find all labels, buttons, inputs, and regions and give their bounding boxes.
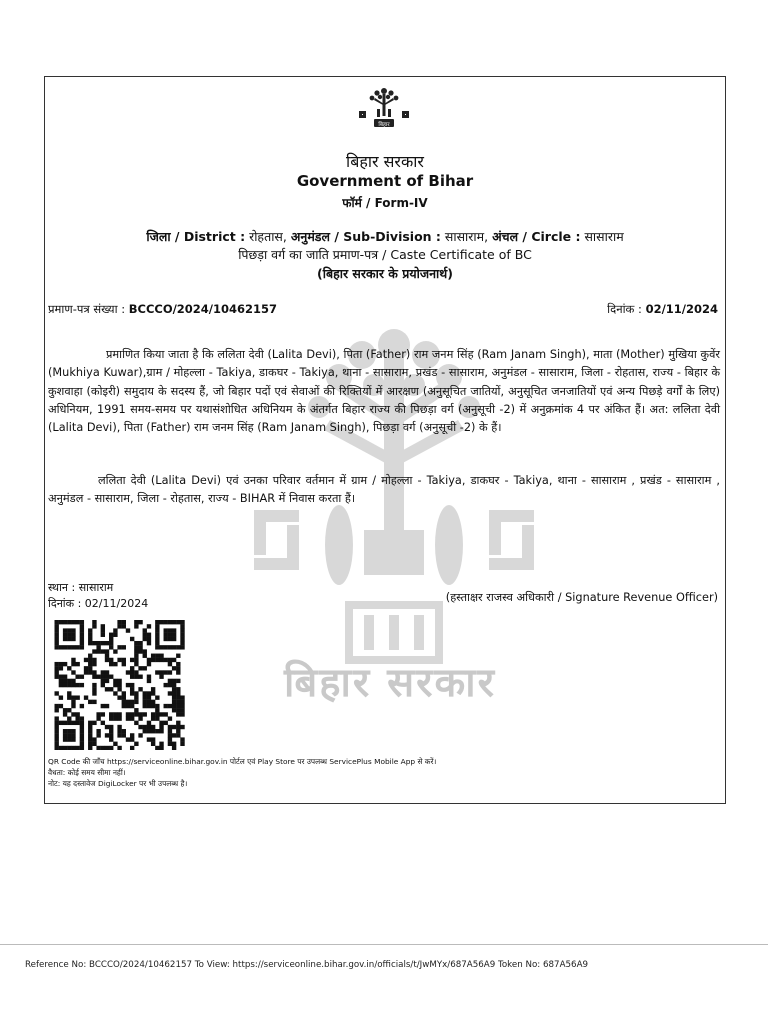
footer-divider — [0, 944, 768, 945]
circle-label: अंचल / Circle : — [492, 229, 581, 244]
emblem-label: बिहार — [378, 122, 390, 128]
certificate-paragraph-2: ललिता देवी (Lalita Devi) एवं उनका परिवार वर्तमान में ग्राम / मोहल्ला - Takiya, डाकघर - Takiya, थाना - सासाराम , प्रखंड - सासाराम , अनुमंडल - सासाराम, जिला - रोहतास, राज्य - BIHAR में निवास करता हैं। — [48, 474, 720, 506]
govt-title-hindi: बिहार सरकार — [346, 152, 424, 171]
certificate-number-label: प्रमाण-पत्र संख्या : — [48, 302, 126, 316]
certificate-number-value: BCCCO/2024/10462157 — [128, 302, 278, 316]
subdivision-value: सासाराम, — [444, 229, 489, 244]
location-line — [44, 228, 726, 245]
govt-title-english: Government of Bihar — [296, 172, 474, 190]
certificate-purpose: (बिहार सरकार के प्रयोजनार्थ) — [317, 266, 453, 281]
certificate-date — [607, 302, 718, 317]
issue-date-label: दिनांक : — [48, 597, 82, 610]
certificate-title: पिछड़ा वर्ग का जाति प्रमाण-पत्र / Caste Certificate of BC — [238, 247, 532, 262]
footer-reference: Reference No: BCCCO/2024/10462157 To View: https://serviceonline.bihar.gov.in/officials/t/JwMYx/687A56A9 Token No: 687A56A9 — [25, 960, 589, 970]
watermark-text: बिहार सरकार — [284, 660, 496, 706]
certificate-number — [48, 302, 277, 317]
place-label: स्थान : — [48, 581, 76, 594]
bihar-emblem-icon — [355, 85, 413, 135]
note-digilocker: नोट: यह दस्तावेज DigiLocker पर भी उपलब्ध है। — [48, 779, 188, 788]
district-value: रोहतास, — [249, 229, 287, 244]
form-number: फॉर्म / Form-IV — [342, 196, 428, 210]
note-validity: वैधता: कोई समय सीमा नहीं। — [48, 768, 126, 777]
issue-date-value: 02/11/2024 — [84, 597, 149, 610]
certificate-date-label: दिनांक : — [607, 302, 642, 316]
notes-block — [48, 756, 436, 789]
qr-code-icon[interactable] — [52, 620, 187, 750]
place-date-block — [48, 580, 148, 612]
note-qr-check: QR Code की जाँच https://serviceonline.bihar.gov.in पोर्टल एवं Play Store पर उपलब्ध ServicePlus Mobile App से करें। — [48, 757, 437, 766]
certificate-date-value: 02/11/2024 — [645, 302, 718, 316]
circle-value: सासाराम — [584, 229, 624, 244]
district-label: जिला / District : — [146, 229, 246, 244]
place-value: सासाराम — [78, 581, 114, 594]
certificate-paragraph-1: प्रमाणित किया जाता है कि ललिता देवी (Lalita Devi), पिता (Father) राम जनम सिंह (Ram Janam Singh), माता (Mother) मुखिया कुवेंर (Mukhiya Kuwar),ग्राम / मोहल्ला - Takiya, डाकघर - Takiya, थाना - सासाराम, प्रखंड - सासाराम, अनुमंडल - सासाराम, जिला - रोहतास, राज्य - बिहार के कुशवाहा (कोइरी) समुदाय के सदस्य हैं, जो बिहार पदों एवं सेवाओं की रिक्तियों में आरक्षण (अनुसूचित जातियों, अनुसूचित जनजातियों एवं अन्य पिछड़े वर्गों के लिए) अधिनियम, 1991 समय-समय पर यथासंशोधित अधिनियम के अंतर्गत बिहार राज्य की पिछड़ा वर्ग (अनुसूची -2) में अनुक्रमांक 4 पर अंकित हैं। अत: ललिता देवी (Lalita Devi), पिता (Father) राम जनम सिंह (Ram Janam Singh), पिछड़ा वर्ग (अनुसूची -2) के हैं। — [48, 348, 720, 435]
signature-label: (हस्ताक्षर राजस्व अधिकारी / Signature Revenue Officer) — [445, 591, 718, 604]
subdivision-label: अनुमंडल / Sub-Division : — [290, 229, 441, 244]
